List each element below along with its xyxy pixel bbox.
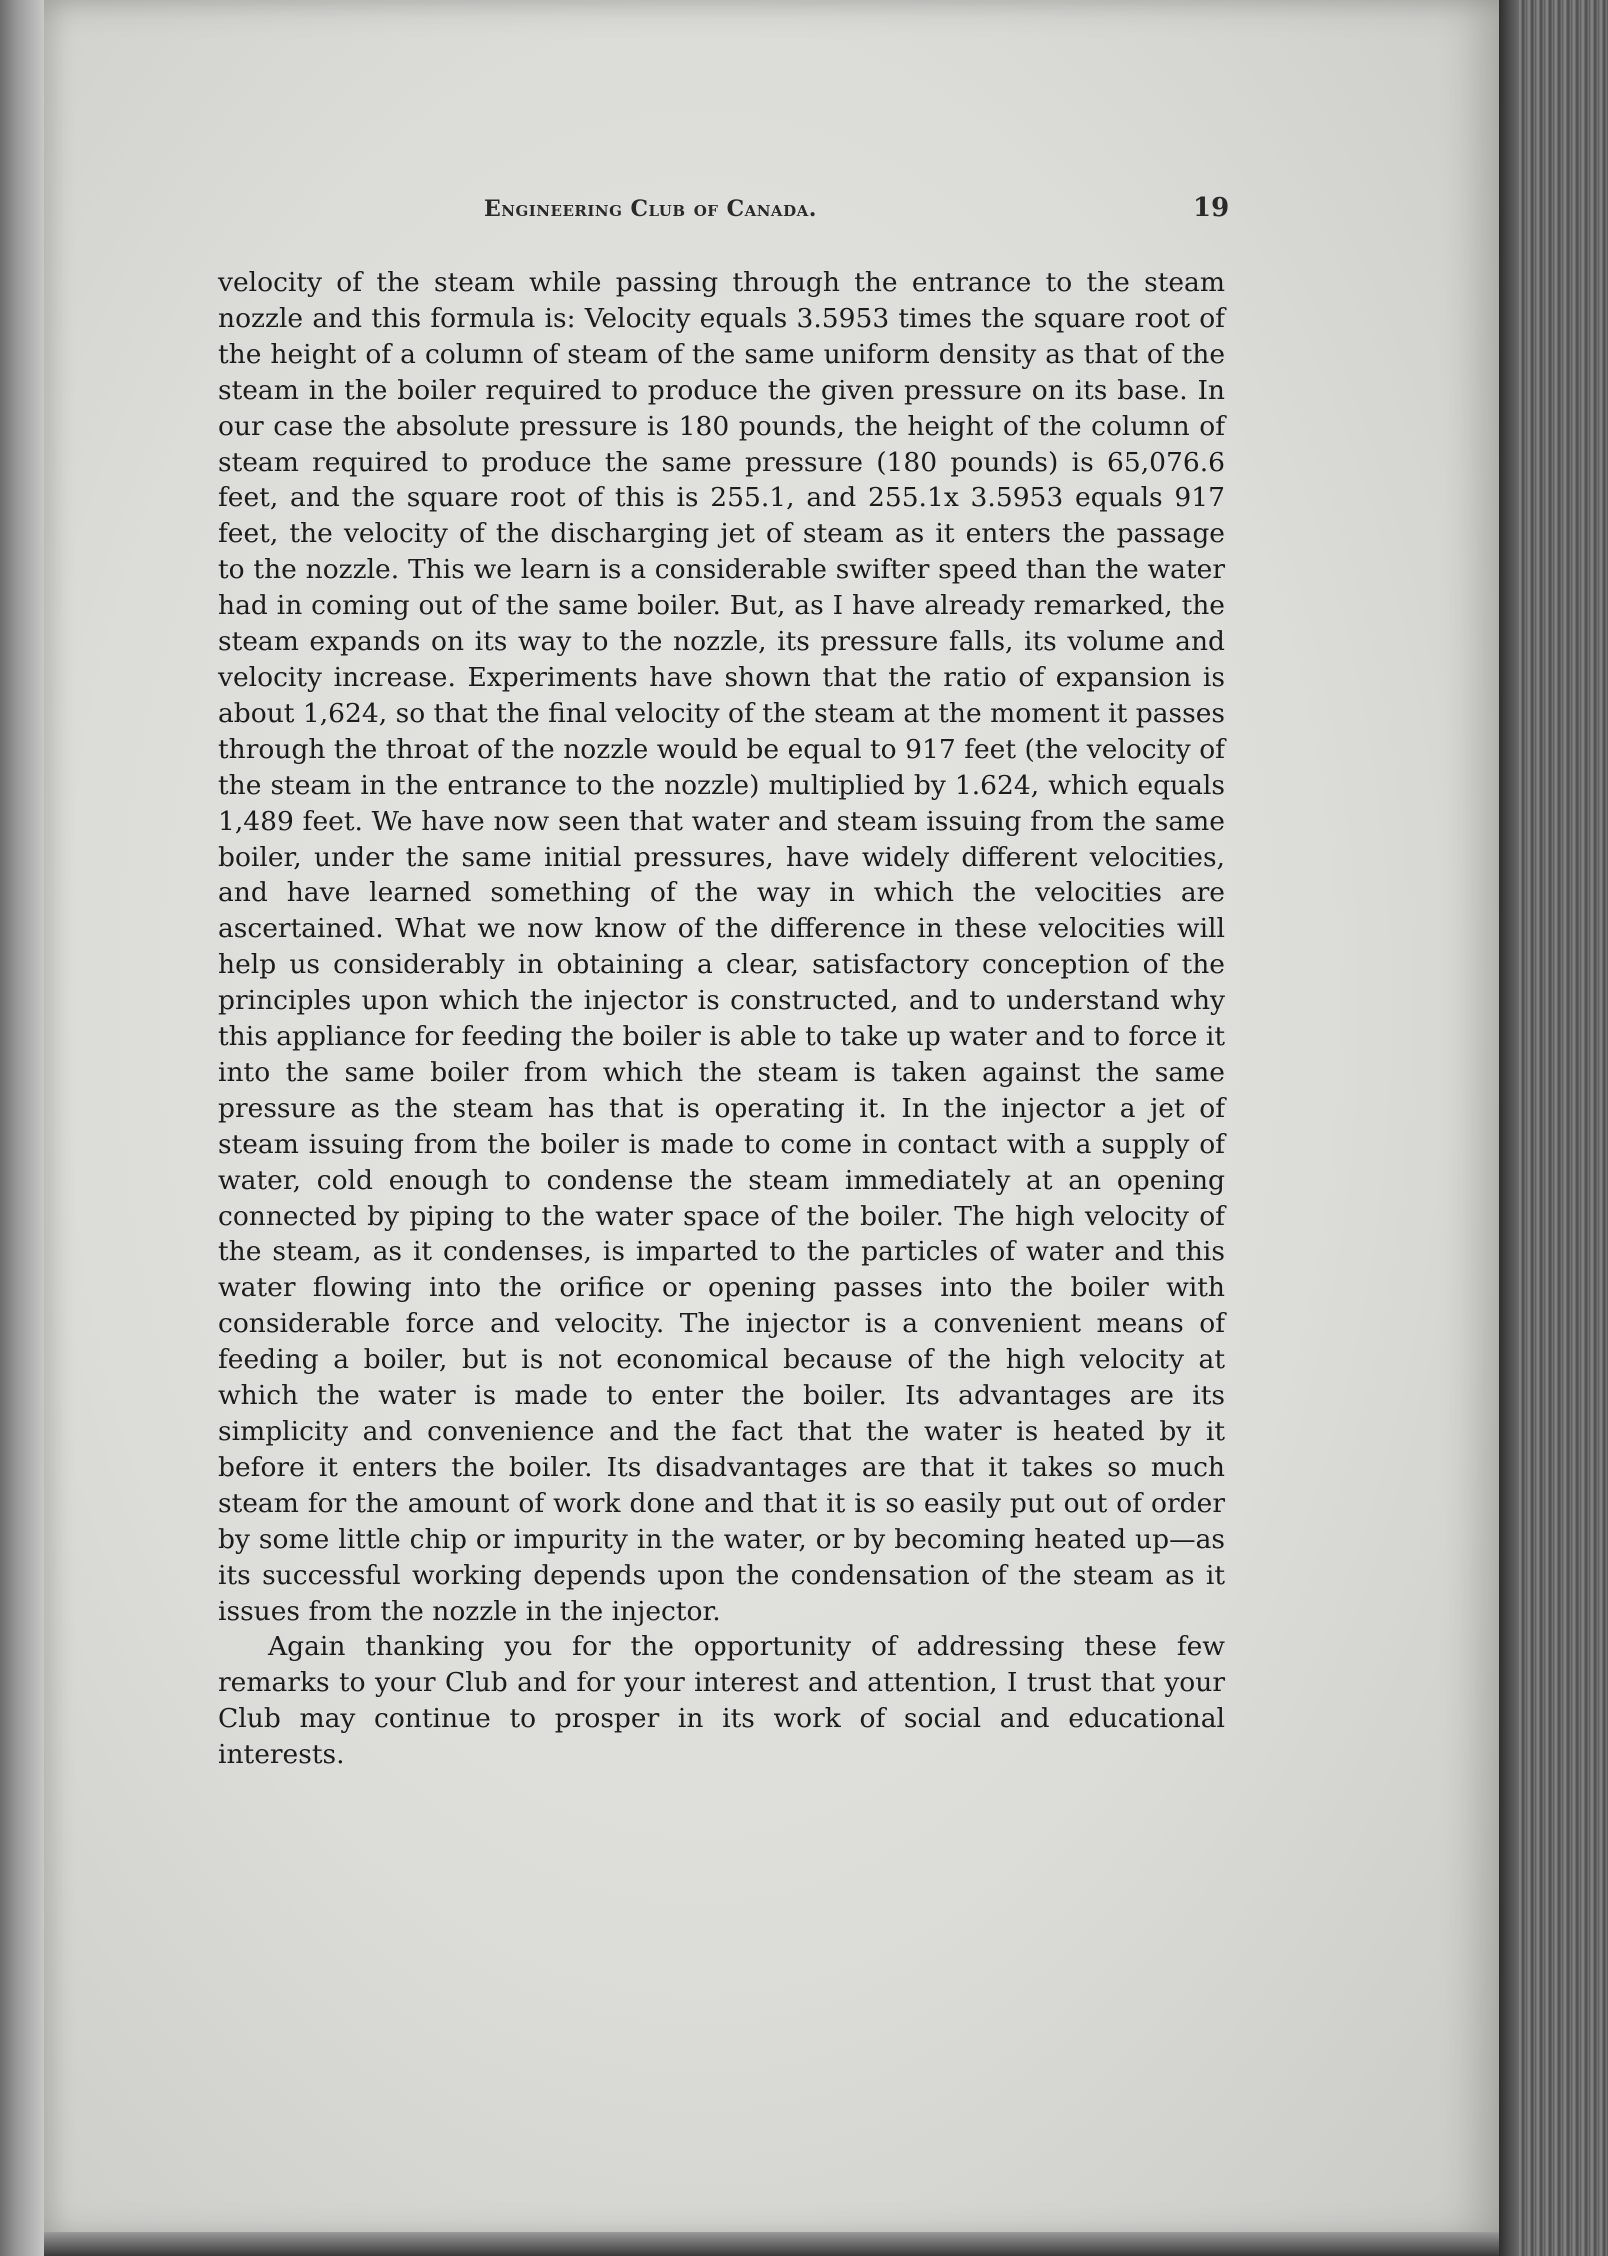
book-page-edges bbox=[1499, 0, 1608, 2256]
facing-page-edge bbox=[0, 0, 44, 2256]
body-text bbox=[218, 265, 1225, 1773]
paragraph: velocity of the steam while passing through the entrance to the steam nozzle and this formula is: Velocity equals 3.5953 times the square root of the height of a column of steam of the same uniform density as that of the steam in the boiler required to produce the given pressure on its base. In our case the absolute pressure is 180 pounds, the height of the column of steam required to produce the same pressure (180 pounds) is 65,076.6 feet, and the square root of this is 255.1, and 255.1x 3.5953 equals 917 feet, the velocity of the discharging jet of steam as it enters the passage to the nozzle. This we learn is a considerable swifter speed than the water had in coming out of the same boiler. But, as I have already remarked, the steam expands on its way to the nozzle, its pressure falls, its volume and velocity increase. Experiments have shown that the ratio of expansion is about 1,624, so that the final velocity of the steam at the moment it passes through the throat of the nozzle would be equal to 917 feet (the velocity of the steam in the entrance to the nozzle) multiplied by 1.624, which equals 1,489 feet. We have now seen that water and steam issuing from the same boiler, under the same initial pressures, have widely different velocities, and have learned something of the way in which the velocities are ascertained. What we now know of the difference in these velocities will help us considerably in obtaining a clear, satisfactory conception of the principles upon which the injector is constructed, and to understand why this appliance for feeding the boiler is able to take up water and to force it into the same boiler from which the steam is taken against the same pressure as the steam has that is operating it. In the injector a jet of steam issuing from the boiler is made to come in contact with a supply of water, cold enough to condense the steam immediately at an opening connected by piping to the water space of the boiler. The high velocity of the steam, as it condenses, is imparted to the particles of water and this water flowing into the orifice or opening passes into the boiler with considerable force and velocity. The injector is a convenient means of feeding a boiler, but is not economical because of the high velocity at which the water is made to enter the boiler. Its advantages are its simplicity and convenience and the fact that the water is heated by it before it enters the boiler. Its disadvantages are that it takes so much steam for the amount of work done and that it is so easily put out of order by some little chip or impurity in the water, or by becoming heated up—as its successful working depends upon the condensation of the steam as it issues from the nozzle in the injector. bbox=[218, 267, 1225, 1627]
page-bottom-shadow bbox=[44, 2232, 1499, 2256]
running-head: Engineering Club of Canada. bbox=[484, 196, 817, 222]
page-number: 19 bbox=[1193, 193, 1230, 223]
paragraph: Again thanking you for the opportunity of addressing these few remarks to your Club and for your interest and attention, I trust that your Club may continue to prosper in its work of social and educational interests. bbox=[218, 1631, 1225, 1771]
